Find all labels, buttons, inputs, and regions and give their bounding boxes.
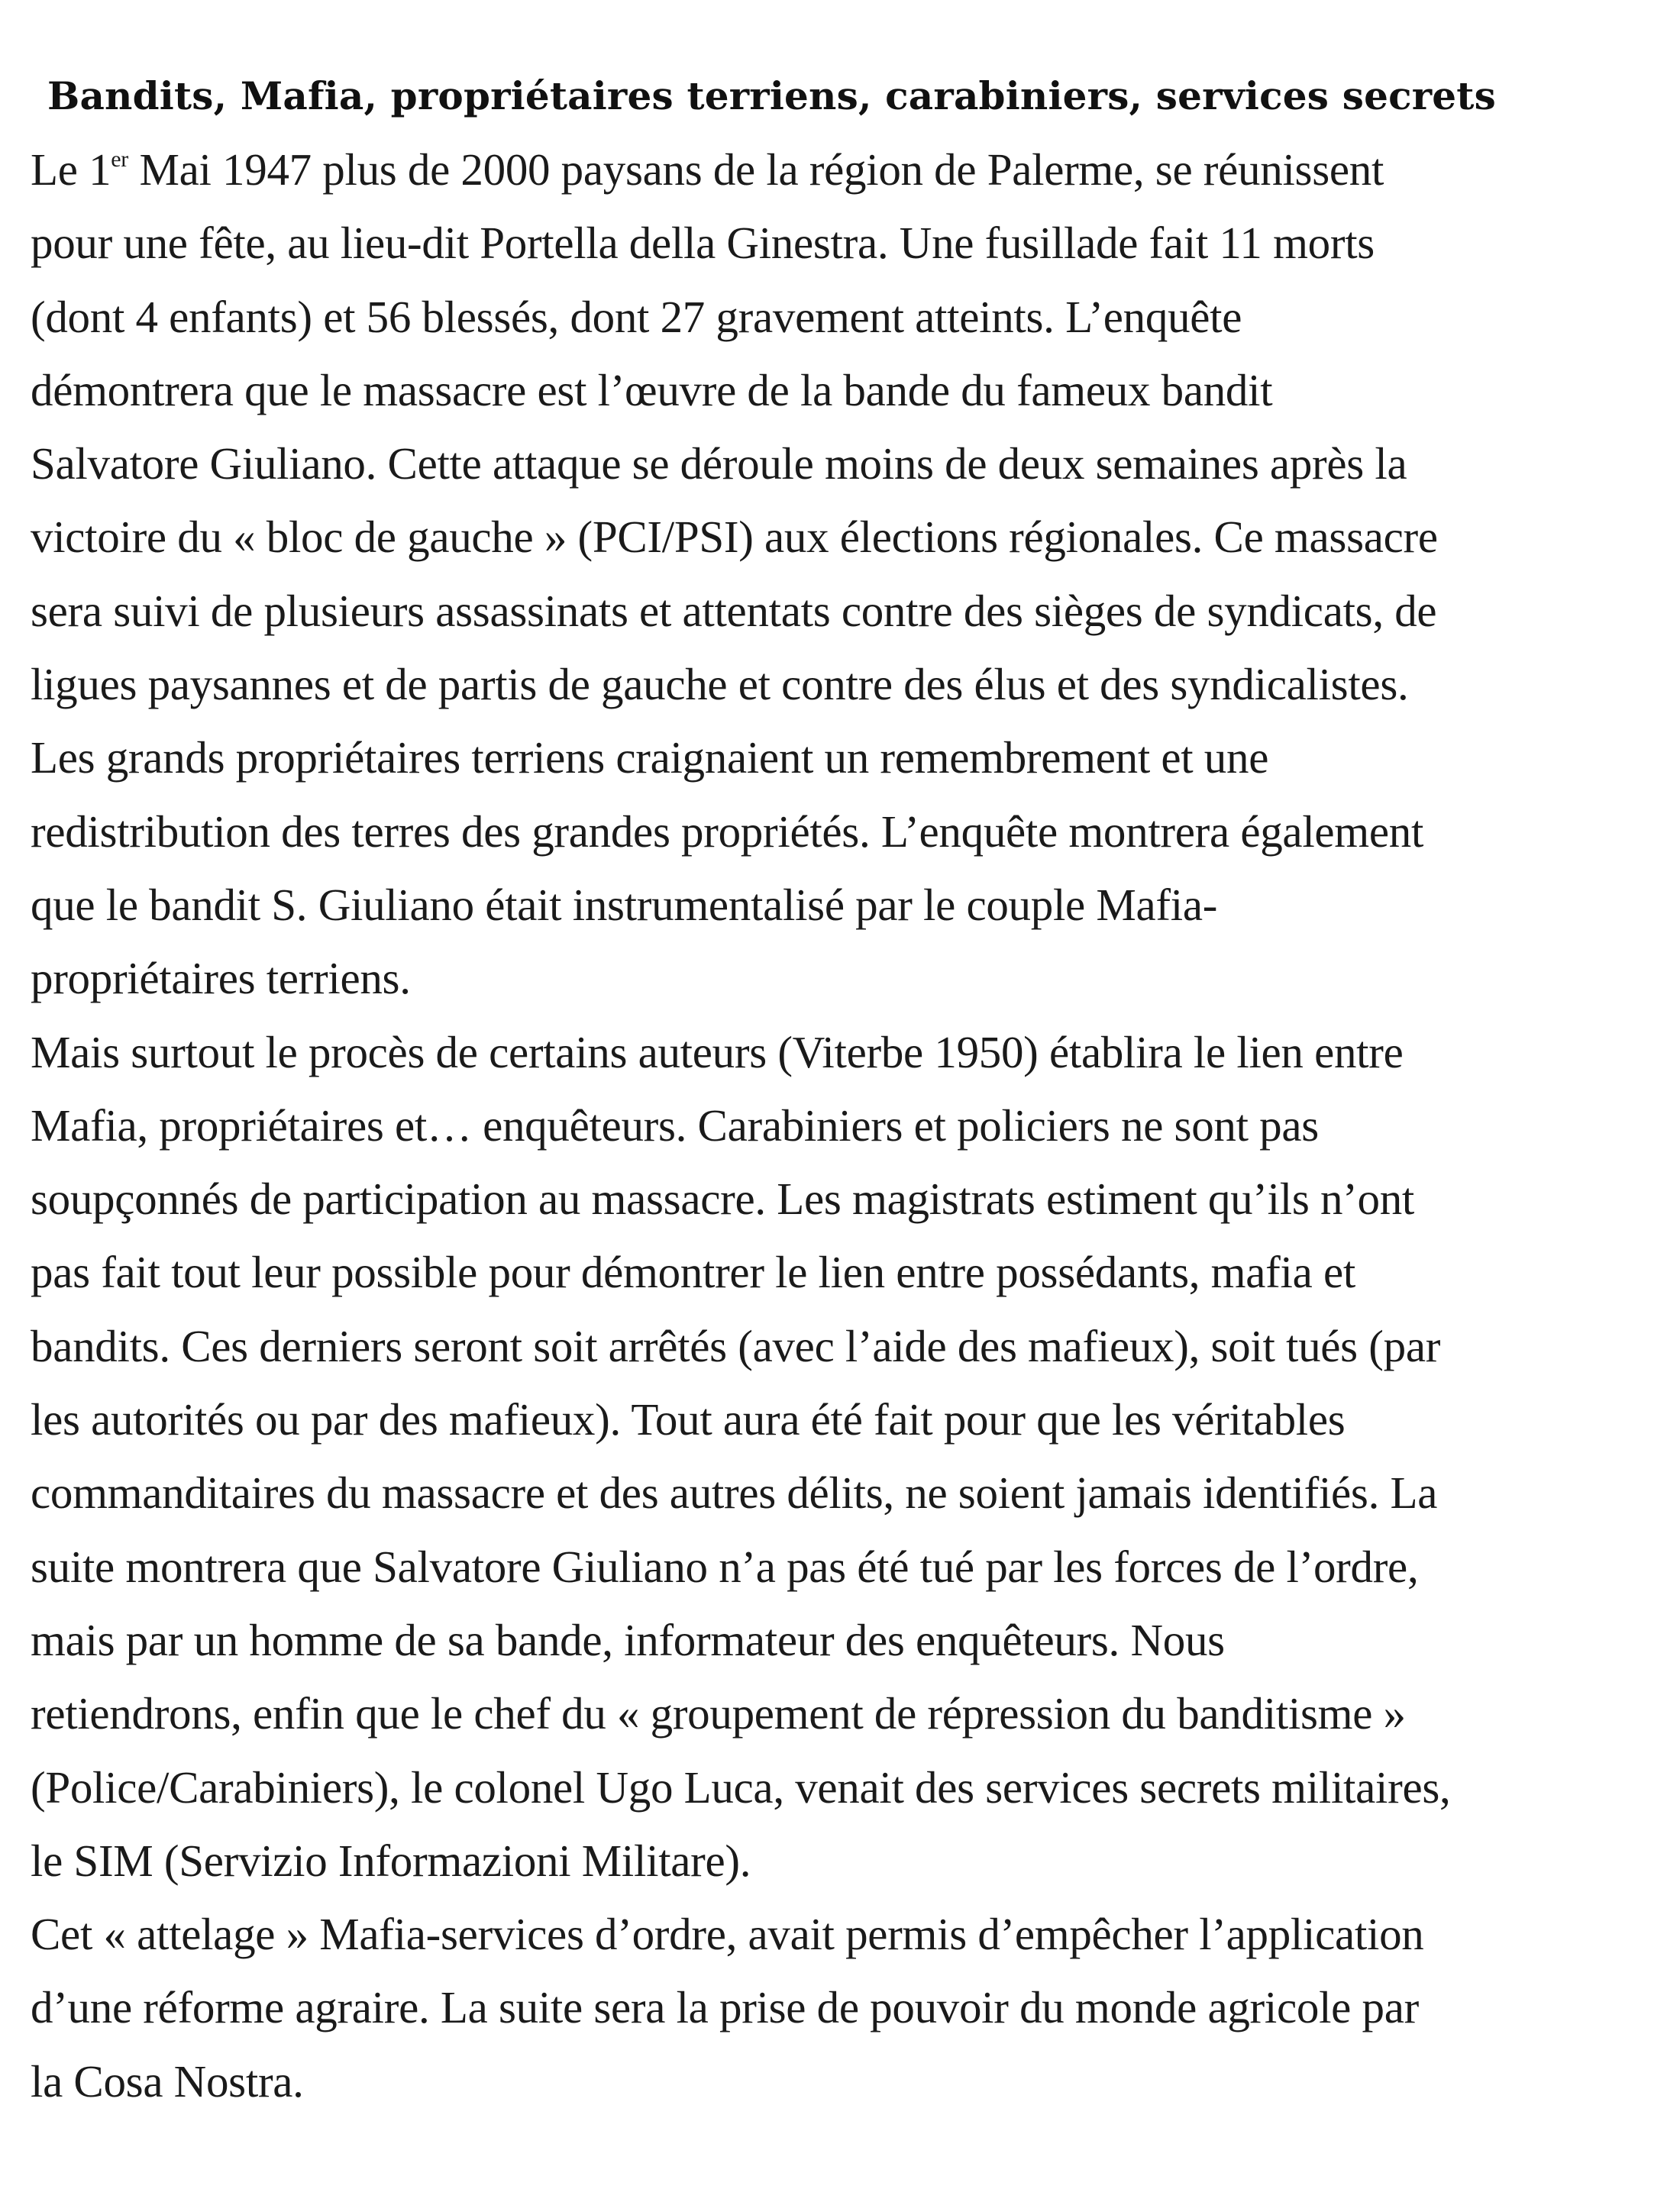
text-line: les autorités ou par des mafieux). Tout aura été fait pour que les véritables (31, 1394, 1346, 1445)
text-line: que le bandit S. Giuliano était instrumentalisé par le couple Mafia- (31, 879, 1218, 930)
text-line: propriétaires terriens. (31, 953, 411, 1004)
text-line: suite montrera que Salvatore Giuliano n’a pas été tué par les forces de l’ordre, (31, 1541, 1419, 1592)
text-line: redistribution des terres des grandes propriétés. L’enquête montrera également (31, 806, 1424, 857)
text-line: Cet « attelage » Mafia-services d’ordre, avait permis d’empêcher l’application (31, 1909, 1424, 1960)
text-line: la Cosa Nostra. (31, 2055, 304, 2107)
text-line: victoire du « bloc de gauche » (PCI/PSI) aux élections régionales. Ce massacre (31, 512, 1438, 563)
text-line: le SIM (Servizio Informazioni Militare). (31, 1835, 751, 1886)
text-fragment: Le 1 (31, 144, 111, 195)
document-body (31, 133, 1619, 2118)
text-line: d’une réforme agraire. La suite sera la prise de pouvoir du monde agricole par (31, 1982, 1419, 2033)
text-line: ligues paysannes et de partis de gauche et contre des élus et des syndicalistes. (31, 659, 1409, 710)
text-line (31, 133, 1619, 206)
text-line: Mafia, propriétaires et… enquêteurs. Carabiniers et policiers ne sont pas (31, 1099, 1319, 1151)
text-fragment: Mai 1947 plus de 2000 paysans de la région de Palerme, se réunissent (128, 144, 1384, 195)
text-line: commanditaires du massacre et des autres délits, ne soient jamais identifiés. La (31, 1467, 1438, 1519)
ordinal-superscript: er (111, 147, 128, 172)
text-line: mais par un homme de sa bande, informateur des enquêteurs. Nous (31, 1614, 1225, 1665)
text-line: bandits. Ces derniers seront soit arrêtés (avec l’aide des mafieux), soit tués (par (31, 1320, 1441, 1371)
text-line: pour une fête, au lieu-dit Portella della Ginestra. Une fusillade fait 11 morts (31, 218, 1375, 269)
text-line: Les grands propriétaires terriens craignaient un remembrement et une (31, 732, 1269, 783)
text-line: (Police/Carabiniers), le colonel Ugo Luca, venait des services secrets militaires, (31, 1761, 1451, 1813)
text-line: sera suivi de plusieurs assassinats et attentats contre des sièges de syndicats, de (31, 585, 1437, 636)
text-line: Mais surtout le procès de certains auteurs (Viterbe 1950) établira le lien entre (31, 1026, 1404, 1077)
text-line: Salvatore Giuliano. Cette attaque se déroule moins de deux semaines après la (31, 438, 1407, 489)
text-line: pas fait tout leur possible pour démontrer le lien entre possédants, mafia et (31, 1247, 1355, 1298)
text-line: soupçonnés de participation au massacre. Les magistrats estiment qu’ils n’ont (31, 1174, 1414, 1225)
document-title: Bandits, Mafia, propriétaires terriens, carabiniers, services secrets (47, 73, 1496, 118)
text-line: retiendrons, enfin que le chef du « groupement de répression du banditisme » (31, 1688, 1406, 1739)
text-line: (dont 4 enfants) et 56 blessés, dont 27 gravement atteints. L’enquête (31, 291, 1242, 342)
text-line: démontrera que le massacre est l’œuvre de la bande du fameux bandit (31, 364, 1273, 415)
